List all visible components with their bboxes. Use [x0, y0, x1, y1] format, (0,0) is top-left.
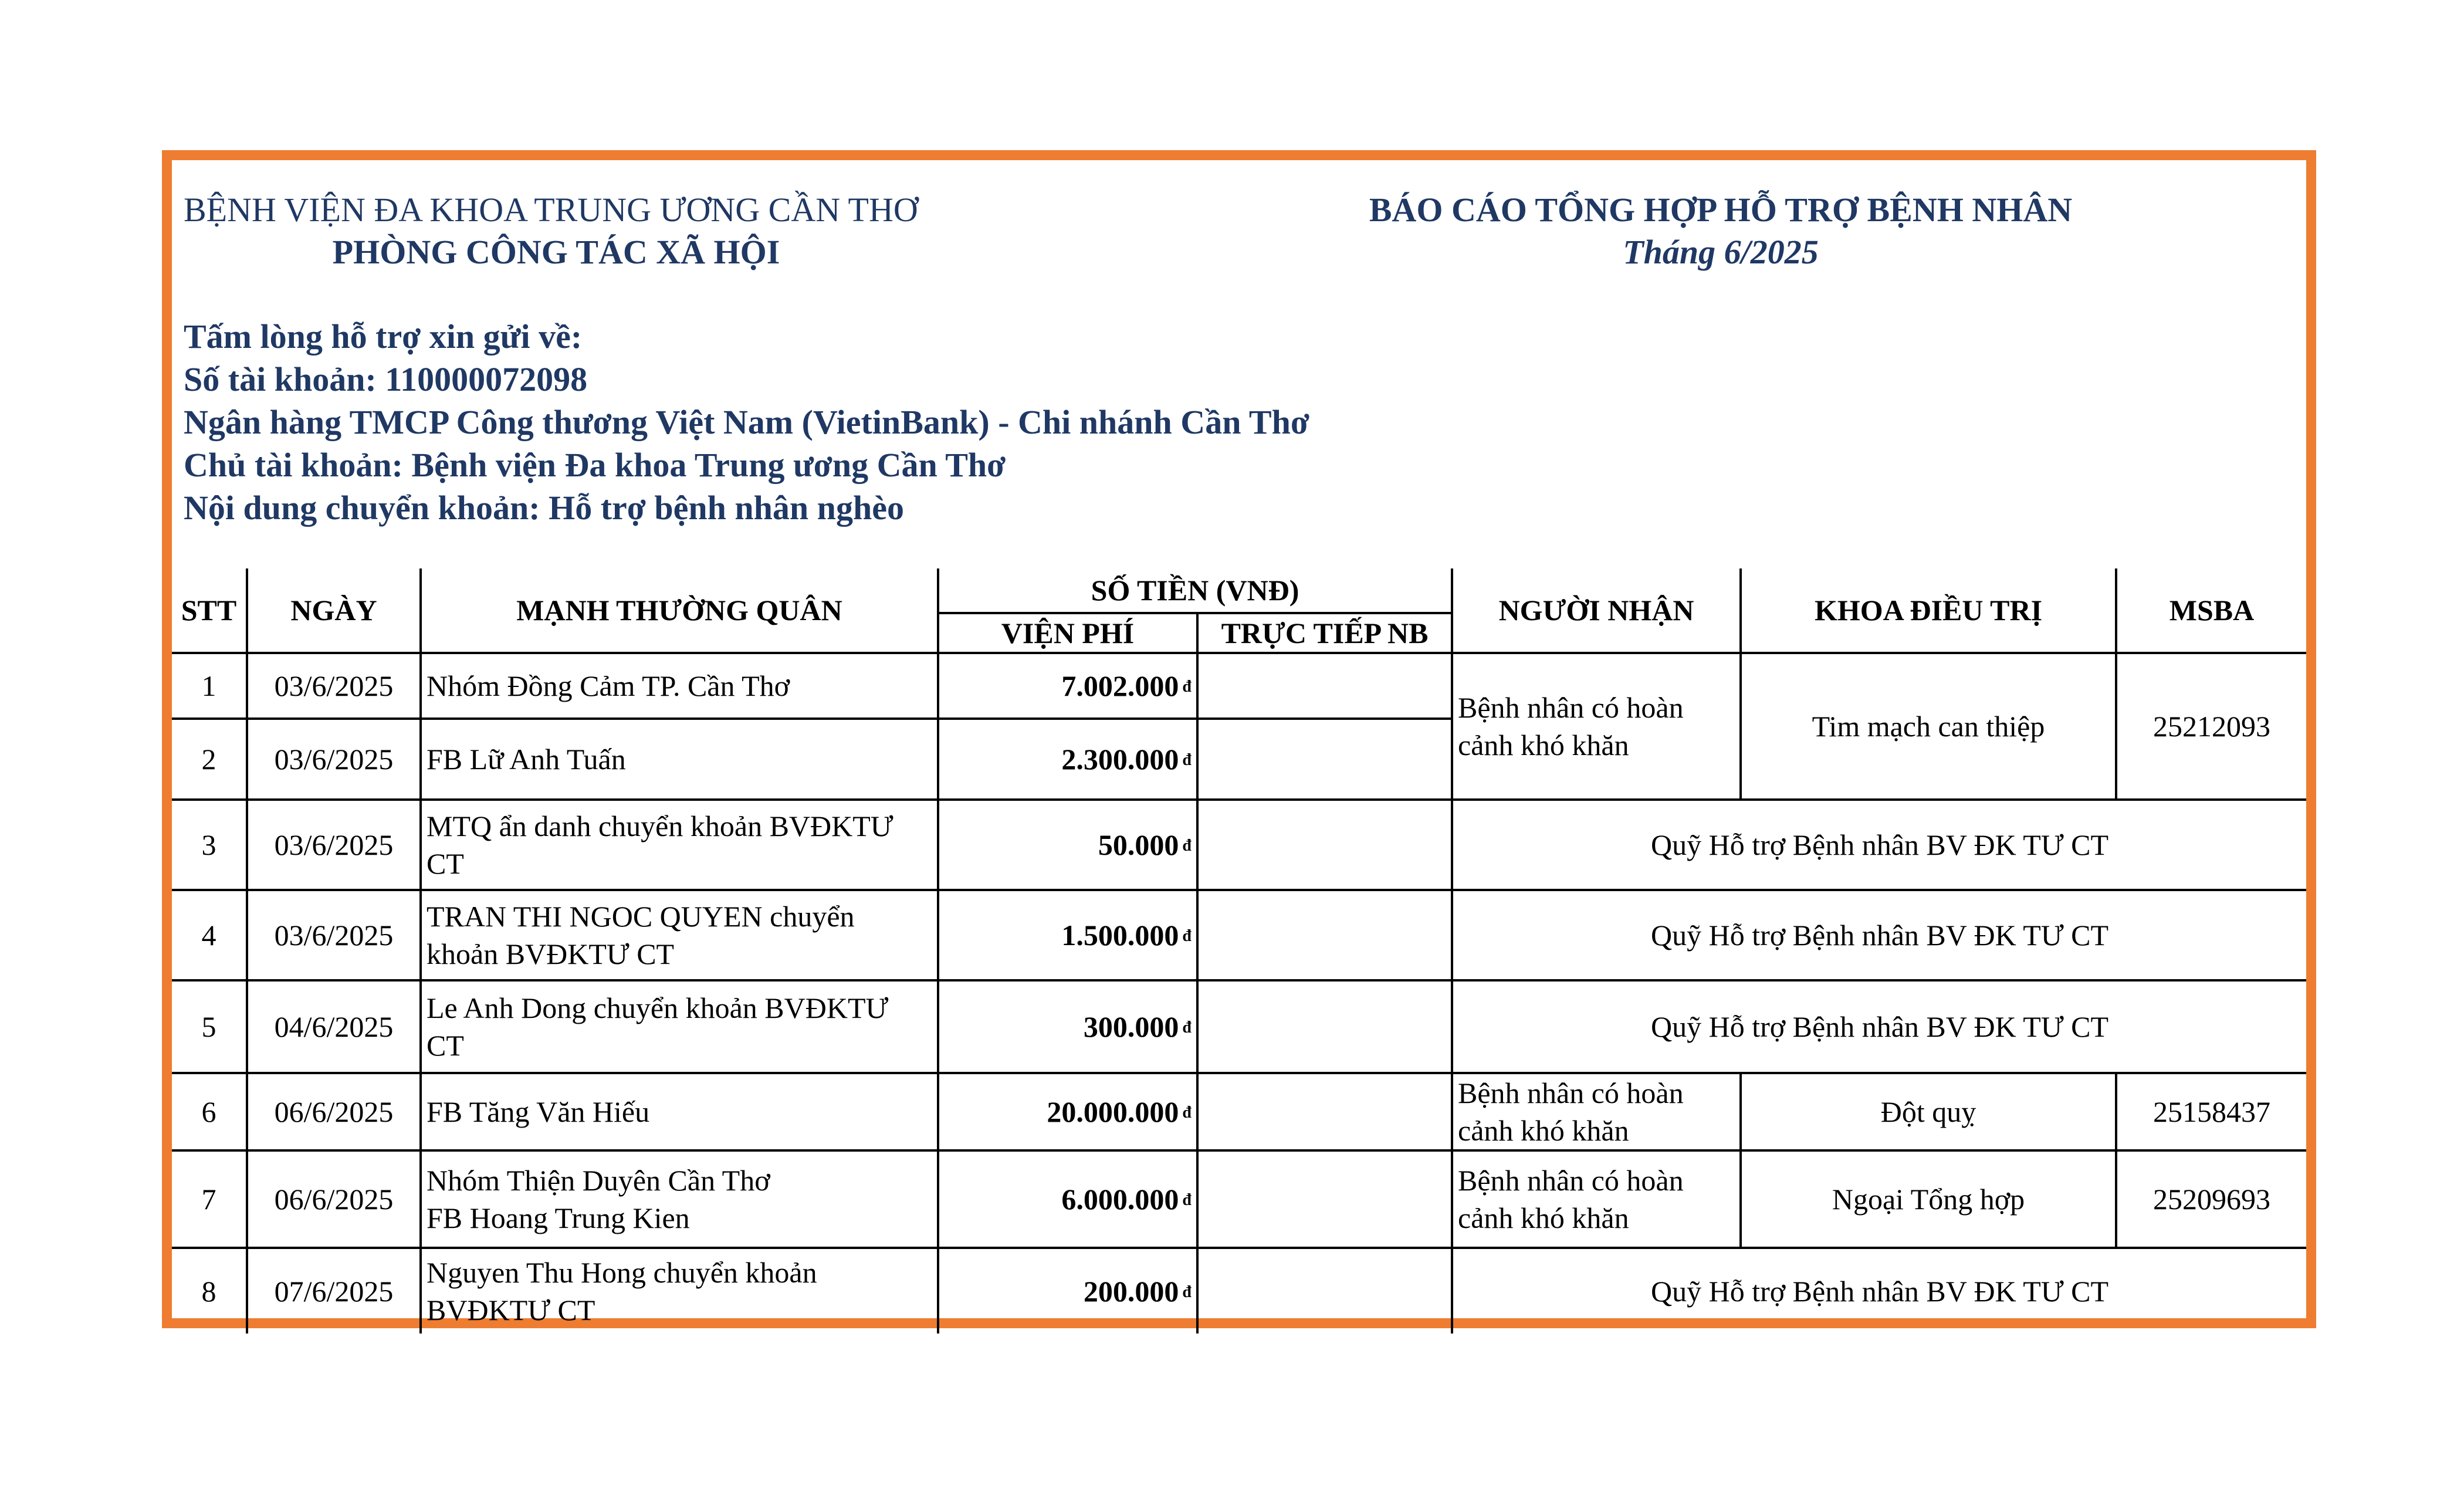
- row-recipient: Bệnh nhân có hoàn cảnh khó khăn: [1452, 653, 1741, 800]
- header-recipient: NGƯỜI NHẬN: [1452, 568, 1741, 653]
- row-fee: [938, 1150, 1197, 1248]
- row-fee: [938, 719, 1197, 800]
- row-date: 03/6/2025: [247, 800, 421, 890]
- fee-value: 300.000: [1083, 1010, 1179, 1043]
- fee-value: 50.000: [1098, 828, 1179, 861]
- row-donor: FB Tăng Văn Hiếu: [421, 1073, 938, 1150]
- header-stt: STT: [172, 568, 247, 653]
- row-fund: Quỹ Hỗ trợ Bệnh nhân BV ĐK TƯ CT: [1452, 980, 2306, 1073]
- row-fee: [938, 980, 1197, 1073]
- bank-name: Ngân hàng TMCP Công thương Việt Nam (VietinBank) - Chi nhánh Cần Thơ: [184, 403, 1309, 441]
- table-row: [172, 1073, 2306, 1150]
- row-donor: FB Lữ Anh Tuấn: [421, 719, 938, 800]
- fee-value: 6.000.000: [1061, 1183, 1179, 1216]
- row-fee: [938, 1248, 1197, 1333]
- row-donor: MTQ ẩn danh chuyển khoản BVĐKTƯ CT: [421, 800, 938, 890]
- account-number: Số tài khoản: 110000072098: [184, 360, 588, 398]
- header-ward: KHOA ĐIỀU TRỊ: [1741, 568, 2116, 653]
- row-stt: 1: [172, 653, 247, 719]
- row-fee: [938, 800, 1197, 890]
- table-row: [172, 1248, 2306, 1333]
- fee-value: 200.000: [1083, 1275, 1179, 1308]
- donor-line: Nhóm Thiện Duyên Cần Thơ: [427, 1164, 770, 1197]
- table-row: [172, 1150, 2306, 1248]
- header-hospital-fee: VIỆN PHÍ: [938, 613, 1197, 653]
- row-direct: [1197, 1073, 1452, 1150]
- report-month: Tháng 6/2025: [1623, 233, 1819, 271]
- row-direct: [1197, 1150, 1452, 1248]
- currency-symbol: đ: [1182, 1191, 1192, 1209]
- currency-symbol: đ: [1182, 837, 1192, 855]
- row-date: 04/6/2025: [247, 980, 421, 1073]
- row-direct: [1197, 980, 1452, 1073]
- account-holder: Chủ tài khoản: Bệnh viện Đa khoa Trung ương Cần Thơ: [184, 446, 1006, 484]
- header-msba: MSBA: [2116, 568, 2306, 653]
- currency-symbol: đ: [1182, 1104, 1192, 1122]
- row-fee: [938, 890, 1197, 980]
- row-fund: Quỹ Hỗ trợ Bệnh nhân BV ĐK TƯ CT: [1452, 890, 2306, 980]
- row-ward: Tim mạch can thiệp: [1741, 653, 2116, 800]
- row-recipient: Bệnh nhân có hoàn cảnh khó khăn: [1452, 1150, 1741, 1248]
- row-stt: 6: [172, 1073, 247, 1150]
- donation-intro: Tấm lòng hỗ trợ xin gửi về:: [184, 317, 583, 356]
- row-direct: [1197, 1248, 1452, 1333]
- fee-value: 2.300.000: [1061, 743, 1179, 776]
- row-stt: 5: [172, 980, 247, 1073]
- currency-symbol: đ: [1182, 751, 1192, 769]
- fee-value: 7.002.000: [1061, 669, 1179, 702]
- row-date: 07/6/2025: [247, 1248, 421, 1333]
- table-row: [172, 890, 2306, 980]
- row-fund: Quỹ Hỗ trợ Bệnh nhân BV ĐK TƯ CT: [1452, 800, 2306, 890]
- row-stt: 4: [172, 890, 247, 980]
- report-title: BÁO CÁO TỔNG HỢP HỖ TRỢ BỆNH NHÂN: [1369, 191, 2073, 229]
- row-direct: [1197, 800, 1452, 890]
- hospital-name: BỆNH VIỆN ĐA KHOA TRUNG ƯƠNG CẦN THƠ: [184, 191, 918, 229]
- row-stt: 7: [172, 1150, 247, 1248]
- row-fee: [938, 1073, 1197, 1150]
- donor-line: FB Hoang Trung Kien: [427, 1201, 690, 1234]
- report-frame: [162, 150, 2316, 1328]
- row-date: 06/6/2025: [247, 1150, 421, 1248]
- header-donor: MẠNH THƯỜNG QUÂN: [421, 568, 938, 653]
- currency-symbol: đ: [1182, 1283, 1192, 1301]
- currency-symbol: đ: [1182, 678, 1192, 696]
- row-date: 03/6/2025: [247, 653, 421, 719]
- header-direct: TRỰC TIẾP NB: [1197, 613, 1452, 653]
- table-row: [172, 653, 2306, 719]
- row-msba: 25212093: [2116, 653, 2306, 800]
- row-direct: [1197, 890, 1452, 980]
- row-donor: Nhóm Đồng Cảm TP. Cần Thơ: [421, 653, 938, 719]
- header-amount: SỐ TIỀN (VNĐ): [938, 568, 1452, 613]
- department-name: PHÒNG CÔNG TÁC XÃ HỘI: [332, 233, 780, 271]
- currency-symbol: đ: [1182, 927, 1192, 945]
- row-donor: Nguyen Thu Hong chuyển khoản BVĐKTƯ CT: [421, 1248, 938, 1333]
- row-donor: TRAN THI NGOC QUYEN chuyển khoản BVĐKTƯ CT: [421, 890, 938, 980]
- row-direct: [1197, 653, 1452, 719]
- row-date: 03/6/2025: [247, 719, 421, 800]
- row-donor: Le Anh Dong chuyển khoản BVĐKTƯ CT: [421, 980, 938, 1073]
- row-stt: 3: [172, 800, 247, 890]
- transfer-content: Nội dung chuyển khoản: Hỗ trợ bệnh nhân nghèo: [184, 489, 904, 527]
- table-row: [172, 800, 2306, 890]
- table-row: [172, 980, 2306, 1073]
- fee-value: 1.500.000: [1061, 919, 1179, 952]
- header-date: NGÀY: [247, 568, 421, 653]
- row-ward: Ngoại Tổng hợp: [1741, 1150, 2116, 1248]
- row-stt: 2: [172, 719, 247, 800]
- row-date: 03/6/2025: [247, 890, 421, 980]
- currency-symbol: đ: [1182, 1018, 1192, 1037]
- row-stt: 8: [172, 1248, 247, 1333]
- row-date: 06/6/2025: [247, 1073, 421, 1150]
- row-recipient: Bệnh nhân có hoàn cảnh khó khăn: [1452, 1073, 1741, 1150]
- row-direct: [1197, 719, 1452, 800]
- row-fee: [938, 653, 1197, 719]
- support-table: [172, 568, 2306, 1333]
- row-msba: 25158437: [2116, 1073, 2306, 1150]
- row-msba: 25209693: [2116, 1150, 2306, 1248]
- row-fund: Quỹ Hỗ trợ Bệnh nhân BV ĐK TƯ CT: [1452, 1248, 2306, 1333]
- row-ward: Đột quỵ: [1741, 1073, 2116, 1150]
- fee-value: 20.000.000: [1047, 1095, 1179, 1128]
- row-donor: [421, 1150, 938, 1248]
